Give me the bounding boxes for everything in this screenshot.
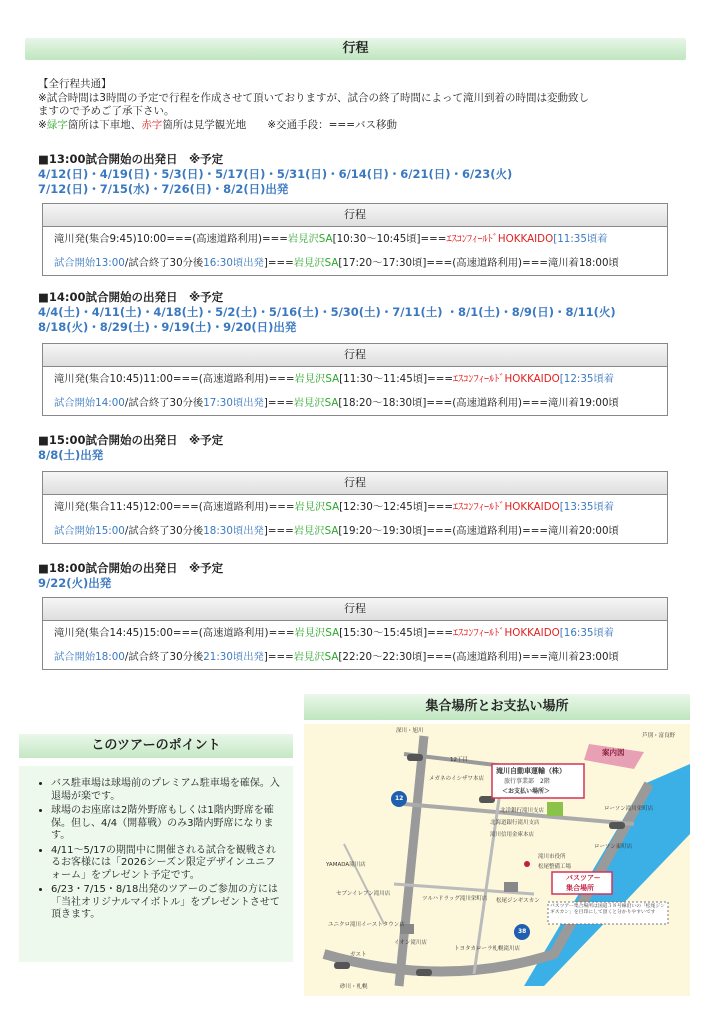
map-place: 松尾ジンギスカン [496,898,540,904]
map-place: 滝川信用金庫本店 [490,832,535,838]
intro-notes [38,78,678,132]
section-title: ■13:00試合開始の出発日 ※予定 [38,152,224,166]
table-header: 行程 [43,344,667,367]
route-38-shield: 38 [518,928,527,935]
intro-line: ※緑字箇所は下車地、赤字箇所は見学観光地 ※交通手段：===バス移動 [38,118,398,131]
guide-label: 案内図 [602,748,625,757]
section-title: ■18:00試合開始の出発日 ※予定 [38,561,224,575]
table-row: 試合開始18:00/試合終了30分後21:30頃出発]===岩見沢SA[22:20～22:30頃]===(高速道路利用)===滝川着23:00頃 [54,651,619,663]
meeting-label: 集合場所 [566,884,594,892]
company-name: 滝川自動車運輸（株） [496,767,566,775]
itinerary-header: 行程 [25,38,686,60]
map-place: ツルハドラッグ滝川栄町店 [422,896,488,902]
table-header: 行程 [43,472,667,495]
map-place: ローソン滝川栄町店 [604,806,654,812]
map-place: ローソン東町店 [594,844,633,850]
tour-points-box [19,766,293,962]
departure-section-1300 [38,152,678,197]
list-item: • バス駐車場は球場前のプレミアム駐車場を確保。入退場が楽です。 [51,778,283,803]
itinerary-table-1500 [42,471,668,544]
section-title: ■15:00試合開始の出発日 ※予定 [38,433,224,447]
location-map [304,724,690,996]
map-place: トヨタカローラ札幌滝川店 [454,946,521,952]
map-place: 砂川・札幌 [340,984,368,990]
list-item: • 4/11～5/17の期間中に開催される試合を観戦されるお客様には「2026シーズン限定デザインユニフォーム」をプレゼント予定です。 [51,845,283,883]
departure-dates: 4/12(日)・4/19(日)・5/3(日)・5/17(日)・5/31(日)・6/14(日)・6/21(日)・6/23(火) [38,167,513,181]
departure-section-1400 [38,290,678,335]
table-row: 滝川発(集合10:45)11:00===(高速道路利用)===岩見沢SA[11:30～11:45頃]===ｴｽｺﾝﾌｨｰﾙﾄﾞHOKKAIDO[12:35頃着 [54,373,615,385]
intro-line: ※試合時間は3時間の予定で行程を作成させて頂いておりますが、試合の終了時間によって滝川到着の時間は変動致し [38,91,589,104]
map-place: ユニクロ滝川イーストタウン店 [328,922,405,928]
meeting-label: バスツアー [566,874,601,882]
departure-dates: 4/4(土)・4/11(土)・4/18(土)・5/2(土)・5/16(土)・5/30(土)・7/11(土) ・8/1(土)・8/9(日)・8/11(火) [38,305,616,319]
departure-dates: 8/8(土)出発 [38,448,104,462]
map-place: 松尾整備工場 [538,864,572,870]
map-place: イオン滝川店 [394,940,427,946]
table-header: 行程 [43,598,667,621]
table-row: 滝川発(集合14:45)15:00===(高速道路利用)===岩見沢SA[15:30～15:45頃]===ｴｽｺﾝﾌｨｰﾙﾄﾞHOKKAIDO[16:35頃着 [54,627,615,639]
intro-line: 【全行程共通】 [38,78,112,90]
itinerary-table-1800 [42,597,668,670]
table-header: 行程 [43,204,667,227]
company-dept: 旅行事業部 2階 [504,778,550,785]
departure-dates: 7/12(日)・7/15(水)・7/26(日)・8/2(日)出発 [38,182,289,196]
list-item: • 6/23・7/15・8/18出発のツアーのご参加の方には「当社オリジナルマイボトル」をプレゼントさせて頂きます。 [51,884,283,922]
departure-dates: 8/18(火)・8/29(土)・9/19(土)・9/20(日)出発 [38,320,297,334]
map-place: メガネのイシザワ本店 [429,776,485,782]
map-place: 12丁目 [450,757,468,763]
table-row: 滝川発(集合11:45)12:00===(高速道路利用)===岩見沢SA[12:30～12:45頃]===ｴｽｺﾝﾌｨｰﾙﾄﾞHOKKAIDO[13:35頃着 [54,501,615,513]
table-row: 試合開始15:00/試合終了30分後18:30頃出発]===岩見沢SA[19:20～19:30頃]===(高速道路利用)===滝川着20:00頃 [54,525,619,537]
itinerary-table-1300 [42,203,668,276]
departure-section-1500 [38,433,678,463]
tour-points-header: このツアーのポイント [19,734,293,758]
table-row: 滝川発(集合9:45)10:00===(高速道路利用)===岩見沢SA[10:30～10:45頃]===ｴｽｺﾝﾌｨｰﾙﾄﾞHOKKAIDO[11:35頃着 [54,233,608,245]
map-place: 滝川市役所 [538,854,566,860]
list-item: • 球場のお座席は2階外野席もしくは1階内野席を確保。但し、4/4（開幕戦）のみ3階内野席になります。 [51,805,283,843]
intro-line: ますので予めご了承下さい。 [38,105,175,117]
route-12-shield: 12 [395,795,404,802]
departure-section-1800 [38,561,678,591]
table-row: 試合開始13:00/試合終了30分後16:30頃出発]===岩見沢SA[17:20～17:30頃]===(高速道路利用)===滝川着18:00頃 [54,257,619,269]
payment-location: ＜お支払い場所＞ [502,788,551,795]
map-place: 芦別・富良野 [642,733,676,739]
section-title: ■14:00試合開始の出発日 ※予定 [38,290,224,304]
map-header: 集合場所とお支払い場所 [304,694,690,720]
map-place: セブンイレブン滝川店 [336,891,391,897]
meeting-note: バスツアー集合場所は国道３８号線沿いの「松尾ジンギスカン」を目印にして頂くと分かりやすいです [550,904,665,915]
map-place: YAMADA滝川店 [326,862,366,868]
map-place: 深川・旭川 [396,728,424,734]
departure-dates: 9/22(火)出発 [38,576,112,590]
itinerary-table-1400 [42,343,668,416]
map-place: ガスト [350,952,367,958]
table-row: 試合開始14:00/試合終了30分後17:30頃出発]===岩見沢SA[18:20～18:30頃]===(高速道路利用)===滝川着19:00頃 [54,397,619,409]
map-place: 北海道銀行滝川支店 [490,820,540,826]
map-place: 北洋銀行滝川支店 [500,808,545,814]
